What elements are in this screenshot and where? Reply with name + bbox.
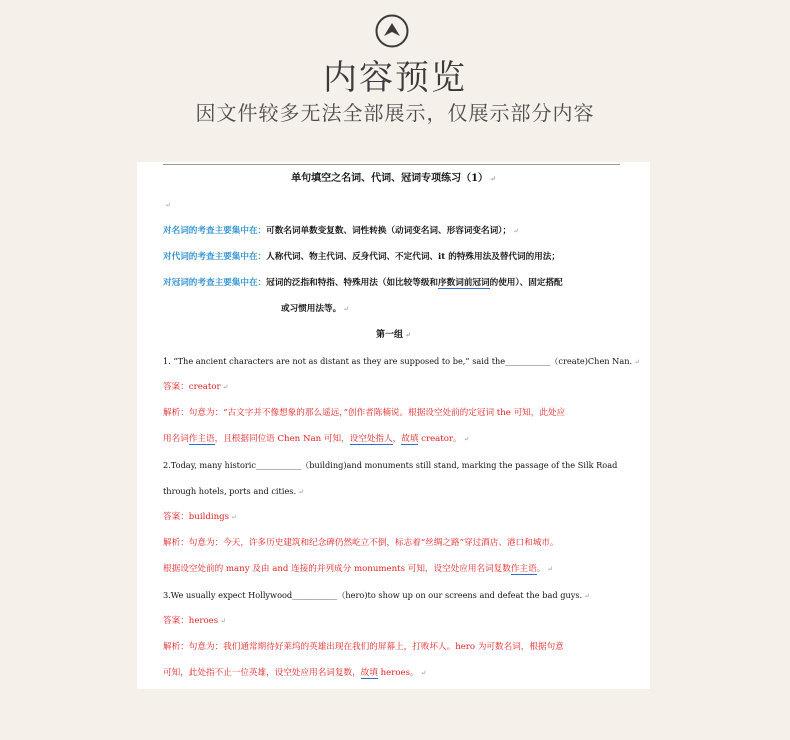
header-rule (163, 164, 620, 165)
answer-2: 答案：buildings ↵ (163, 512, 237, 522)
preview-header (0, 0, 790, 160)
explanation-2-line-2: 根据设空处前的 many 及由 and 连接的并列成分 monuments 可知，设空处应用名词复数作主语。 ↵ (163, 564, 554, 574)
empty-paragraph (163, 198, 623, 212)
question-2-line-1: 2.Today, many historic___________（building)and monuments still stand, marking the passage of the Silk Road (163, 460, 618, 470)
document-title: 单句填空之名词、代词、冠词专项练习（1） ↵ (291, 173, 496, 184)
explanation-3-line-1: 解析：句意为：我们通常期待好莱坞的英雄出现在我们的屏幕上，打败坏人。hero 为可数名词，根据句意 (163, 642, 564, 652)
paragraph-mark: ↵ (165, 201, 171, 209)
intro-pronoun: 对代词的考查主要集中在：人称代词、物主代词、反身代词、不定代词、it 的特殊用法及替代词的用法； (163, 252, 560, 262)
chevron-up-circle-icon (375, 14, 409, 48)
group-title: 第一组 ↵ (376, 330, 411, 340)
explanation-1-line-2: 用名词作主语，且根据同位语 Chen Nan 可知，设空处指人，故填 creator。 ↵ (163, 434, 470, 444)
question-3: 3.We usually expect Hollywood___________（hero)to show up on our screens and defeat the bad guys. ↵ (163, 590, 591, 600)
intro-article-cont: 或习惯用法等。 ↵ (281, 304, 350, 314)
document-preview (137, 162, 650, 689)
explanation-3-line-2: 可知，此处指不止一位英雄，设空处应用名词复数，故填 heroes。 ↵ (163, 668, 427, 678)
page-title: 内容预览 (323, 58, 467, 98)
explanation-2-line-1: 解析：句意为：今天，许多历史建筑和纪念碑仍然屹立不倒，标志着“丝绸之路”穿过酒店、港口和城市。 (163, 538, 559, 548)
question-1: 1. “The ancient characters are not as distant as they are supposed to be,” said the___________（create)Chen Nan. ↵ (163, 356, 640, 366)
page-subtitle: 因文件较多无法全部展示，仅展示部分内容 (195, 101, 595, 125)
answer-3: 答案：heroes ↵ (163, 616, 227, 626)
paragraph-mark: ↵ (490, 174, 496, 183)
answer-1: 答案：creator ↵ (163, 382, 229, 392)
explanation-1-line-1: 解析：句意为：“古文字并不像想象的那么遥远，”创作者陈楠说。根据设空处前的定冠词 the 可知，此处应 (163, 408, 566, 418)
question-2-line-2: through hotels, ports and cities. ↵ (163, 486, 304, 496)
intro-article: 对冠词的考查主要集中在：冠词的泛指和特指、特殊用法（如比较等级和序数词前冠词的使用）、固定搭配 (163, 278, 563, 288)
intro-noun: 对名词的考查主要集中在：可数名词单数变复数、词性转换（动词变名词、形容词变名词）； ↵ (163, 226, 519, 236)
